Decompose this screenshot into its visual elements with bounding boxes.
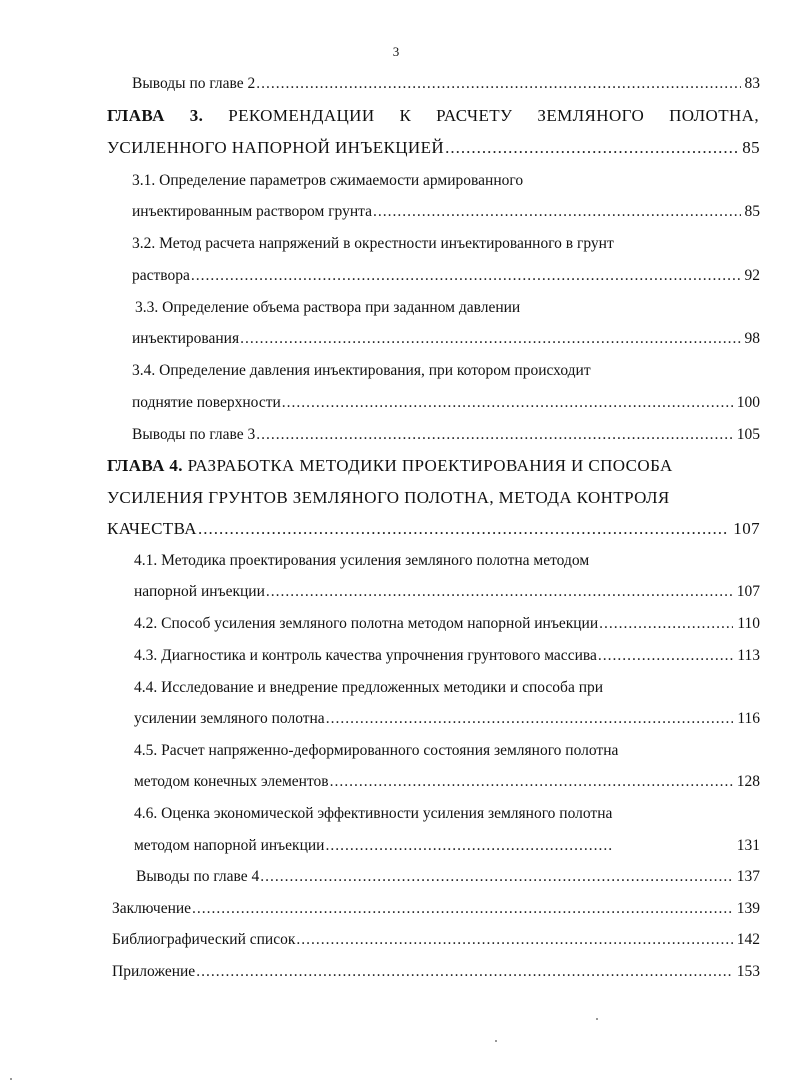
- toc-entry-title: усилении земляного полотна: [134, 710, 325, 727]
- scan-speck: [10, 1078, 12, 1080]
- dot-leader: [240, 327, 740, 351]
- scan-speck: [495, 1040, 497, 1042]
- toc-entry-page: 105: [736, 426, 760, 443]
- toc-entry-page: 100: [736, 394, 760, 411]
- toc-entry-page: 92: [744, 267, 760, 284]
- toc-section-4-4-line1: 4.4. Исследование и внедрение предложенных методики и способа при: [134, 679, 604, 696]
- toc-entry-page: 110: [737, 615, 760, 632]
- dot-leader: [196, 960, 733, 984]
- dot-leader: [256, 72, 740, 96]
- toc-entry-title: инъектирования: [132, 330, 240, 347]
- toc-section-4-6-line1: 4.6. Оценка экономической эффективности усиления земляного полотна: [134, 805, 613, 822]
- dot-leader: [326, 707, 734, 731]
- toc-entry-ch3: [107, 136, 760, 160]
- toc-entry-4-1: [134, 580, 760, 604]
- toc-entry-ch4: [107, 517, 760, 541]
- dot-leader: [373, 200, 741, 224]
- toc-entry-4-4: [134, 707, 760, 731]
- toc-chapter-4-heading: [107, 454, 673, 478]
- toc-section-3-1-line1: 3.1. Определение параметров сжимаемости армированного: [132, 172, 524, 189]
- toc-entry-3-3: [132, 327, 760, 351]
- toc-entry-page: 142: [736, 931, 760, 948]
- dot-leader: [296, 928, 732, 952]
- dot-leader: [192, 897, 733, 921]
- toc-section-3-3-line1: 3.3. Определение объема раствора при заданном давлении: [135, 299, 521, 316]
- toc-entry-page: 83: [744, 75, 760, 92]
- toc-entry-ch2-conclusions: [132, 72, 760, 96]
- toc-entry-page: 107: [733, 519, 760, 538]
- toc-entry-page: 128: [736, 773, 760, 790]
- toc-entry-title: поднятие поверхности: [132, 394, 281, 411]
- dot-leader: [191, 264, 741, 288]
- chapter-4-title-line1: РАЗРАБОТКА МЕТОДИКИ ПРОЕКТИРОВАНИЯ И СПОСОБА: [187, 456, 673, 475]
- toc-entry-appendix: [112, 960, 760, 984]
- toc-entry-page: 98: [744, 330, 760, 347]
- toc-entry-bibliography: [112, 928, 760, 952]
- toc-entry-page: 139: [736, 900, 760, 917]
- toc-entry-4-5: [134, 770, 760, 794]
- dot-leader: [266, 580, 733, 604]
- toc-entry-page: 107: [736, 583, 760, 600]
- toc-entry-title: Заключение: [112, 900, 192, 917]
- dot-leader: [598, 644, 733, 668]
- toc-entry-4-3: [134, 644, 760, 668]
- scan-speck: [596, 1018, 598, 1020]
- toc-entry-page: 113: [737, 647, 760, 664]
- toc-entry-ch3-conclusions: [132, 423, 760, 447]
- toc-section-4-5-line1: 4.5. Расчет напряженно-деформированного состояния земляного полотна: [134, 742, 619, 759]
- toc-section-4-1-line1: 4.1. Методика проектирования усиления земляного полотна методом: [134, 552, 590, 569]
- toc-entry-page: 137: [736, 868, 760, 885]
- toc-section-3-4-line1: 3.4. Определение давления инъектирования, при котором происходит: [132, 362, 591, 379]
- toc-entry-title: инъектированным раствором грунта: [132, 203, 372, 220]
- dot-leader: [282, 391, 733, 415]
- page-number: 3: [392, 44, 400, 59]
- toc-entry-3-1: [132, 200, 760, 224]
- dot-leader: [256, 423, 732, 447]
- toc-entry-3-4: [132, 391, 760, 415]
- dot-leader: [198, 517, 729, 541]
- toc-entry-title: Библиографический список: [112, 931, 296, 948]
- toc-entry-title: 4.3. Диагностика и контроль качества упрочнения грунтового массива: [134, 647, 597, 664]
- toc-entry-page: 116: [737, 710, 760, 727]
- toc-entry-page: 131: [736, 837, 760, 854]
- toc-chapter-3-heading: [107, 104, 759, 128]
- chapter-4-title-line3: КАЧЕСТВА: [107, 519, 197, 538]
- toc-entry-4-6: [134, 834, 760, 858]
- toc-entry-page: 85: [744, 203, 760, 220]
- dot-leader: [325, 834, 613, 858]
- toc-entry-title: 4.2. Способ усиления земляного полотна методом напорной инъекции: [134, 615, 599, 632]
- toc-entry-title: методом напорной инъекции: [134, 837, 325, 854]
- chapter-3-title-line2: УСИЛЕННОГО НАПОРНОЙ ИНЪЕКЦИЕЙ: [107, 138, 445, 157]
- dot-leader: [445, 136, 738, 160]
- toc-entry-title: Выводы по главе 2: [132, 75, 256, 92]
- dot-leader: [260, 865, 732, 889]
- chapter-3-title-line1: РЕКОМЕНДАЦИИ К РАСЧЕТУ ЗЕМЛЯНОГО ПОЛОТНА,: [228, 106, 759, 125]
- toc-entry-title: Выводы по главе 3: [132, 426, 256, 443]
- toc-entry-conclusion: [112, 897, 760, 921]
- dot-leader: [330, 770, 733, 794]
- toc-entry-title: Выводы по главе 4: [136, 868, 260, 885]
- chapter-4-label: ГЛАВА 4.: [107, 456, 183, 475]
- dot-leader: [599, 612, 733, 636]
- toc-entry-title: раствора: [132, 267, 190, 284]
- toc-entry-title: Приложение: [112, 963, 196, 980]
- toc-entry-page: 153: [736, 963, 760, 980]
- toc-entry-ch4-conclusions: [136, 865, 760, 889]
- toc-entry-title: методом конечных элементов: [134, 773, 329, 790]
- toc-entry-4-2: [134, 612, 760, 636]
- toc-entry-title: напорной инъекции: [134, 583, 265, 600]
- toc-entry-3-2: [132, 264, 760, 288]
- toc-section-3-2-line1: 3.2. Метод расчета напряжений в окрестности инъектированного в грунт: [132, 235, 614, 252]
- chapter-4-title-line2: УСИЛЕНИЯ ГРУНТОВ ЗЕМЛЯНОГО ПОЛОТНА, МЕТОДА КОНТРОЛЯ: [107, 488, 670, 507]
- chapter-3-label: ГЛАВА 3.: [107, 106, 204, 125]
- toc-entry-page: 85: [742, 138, 760, 157]
